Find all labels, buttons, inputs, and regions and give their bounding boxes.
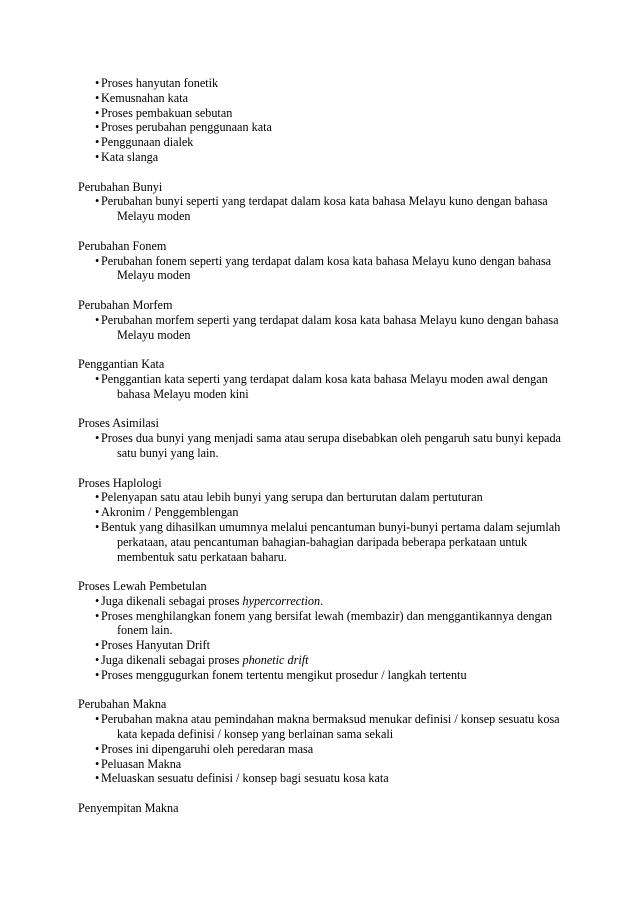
bullet-list xyxy=(78,254,568,284)
section-heading: Perubahan Fonem xyxy=(78,238,167,253)
italic-term: hypercorrection xyxy=(242,593,321,608)
section-heading: Proses Haplologi xyxy=(78,475,162,490)
bullet-list xyxy=(78,490,568,564)
section-heading: Perubahan Bunyi xyxy=(78,179,163,194)
bullet-list xyxy=(78,372,568,402)
bullet-text: Penggantian kata seperti yang terdapat dalam kosa kata bahasa Melayu moden awal dengan bahasa Melayu moden kini xyxy=(101,371,548,401)
bullet-list xyxy=(78,594,568,683)
bullet-item xyxy=(78,194,568,224)
bullet-text: Perubahan makna atau pemindahan makna bermaksud menukar definisi / konsep sesuatu kosa kata kepada definisi / konsep yang berlainan sama sekali xyxy=(101,712,560,742)
bullet-text: Proses pembakuan sebutan xyxy=(101,105,233,120)
bullet-text: Proses perubahan penggunaan kata xyxy=(101,120,272,135)
section-heading: Penyempitan Makna xyxy=(78,801,179,816)
bullet-item xyxy=(78,520,568,564)
section-heading: Perubahan Morfem xyxy=(78,297,173,312)
bullet-item xyxy=(78,771,568,786)
bullet-text: Meluaskan sesuatu definisi / konsep bagi sesuatu kosa kata xyxy=(101,771,389,786)
bullet-text: Proses menggugurkan fonem tertentu mengikut prosedur / langkah tertentu xyxy=(101,667,467,682)
bullet-item xyxy=(78,76,568,91)
bullet-text: Perubahan bunyi seperti yang terdapat dalam kosa kata bahasa Melayu kuno dengan bahasa Melayu moden xyxy=(101,194,548,224)
section-heading: Proses Lewah Pembetulan xyxy=(78,579,207,594)
bullet-text: Pelenyapan satu atau lebih bunyi yang serupa dan berturutan dalam pertuturan xyxy=(101,490,483,505)
bullet-item xyxy=(78,505,568,520)
bullet-list xyxy=(78,712,568,786)
bullet-text: Bentuk yang dihasilkan umumnya melalui pencantuman bunyi-bunyi pertama dalam sejumlah perkataan, atau pencantuman bahagian-bahagian daripada beberapa perkataan untuk membentuk satu perkataan baharu. xyxy=(101,519,561,564)
section-heading: Perubahan Makna xyxy=(78,697,167,712)
bullet-text: Proses Hanyutan Drift xyxy=(101,638,210,653)
bullet-text-suffix: . xyxy=(320,593,324,608)
bullet-list xyxy=(78,431,568,461)
section xyxy=(78,476,568,565)
bullet-item xyxy=(78,91,568,106)
bullet-text: Perubahan morfem seperti yang terdapat dalam kosa kata bahasa Melayu kuno dengan bahasa Melayu moden xyxy=(101,312,559,342)
bullet-list xyxy=(78,194,568,224)
bullet-text: Perubahan fonem seperti yang terdapat dalam kosa kata bahasa Melayu kuno dengan bahasa Melayu moden xyxy=(101,253,552,283)
bullet-item xyxy=(78,150,568,165)
bullet-item xyxy=(78,313,568,343)
bullet-text: Proses menghilangkan fonem yang bersifat lewah (membazir) dan menggantikannya dengan fonem lain. xyxy=(101,608,553,638)
bullet-text: Juga dikenali sebagai proses xyxy=(101,653,243,668)
section xyxy=(78,416,568,460)
bullet-item xyxy=(78,609,568,639)
section-heading: Proses Asimilasi xyxy=(78,416,159,431)
bullet-text: Proses hanyutan fonetik xyxy=(101,76,219,90)
bullet-text: Proses dua bunyi yang menjadi sama atau serupa disebabkan oleh pengaruh satu bunyi kepada satu bunyi yang lain. xyxy=(101,431,561,460)
bullet-list xyxy=(78,313,568,343)
bullet-text: Juga dikenali sebagai proses xyxy=(101,593,243,608)
bullet-item xyxy=(78,594,568,609)
bullet-text: Kemusnahan kata xyxy=(101,90,188,105)
bullet-item xyxy=(78,135,568,150)
bullet-item xyxy=(78,742,568,757)
bullet-item xyxy=(78,653,568,668)
section xyxy=(78,239,568,283)
bullet-text: Akronim / Penggemblengan xyxy=(101,505,239,520)
bullet-text: Proses ini dipengaruhi oleh peredaran masa xyxy=(101,741,314,756)
section xyxy=(78,180,568,224)
bullet-item xyxy=(78,431,568,461)
bullet-item xyxy=(78,757,568,772)
bullet-text: Penggunaan dialek xyxy=(101,135,194,150)
bullet-item xyxy=(78,254,568,284)
section xyxy=(78,697,568,786)
bullet-item xyxy=(78,490,568,505)
bullet-item xyxy=(78,638,568,653)
bullet-item xyxy=(78,106,568,121)
section-heading: Penggantian Kata xyxy=(78,357,165,372)
bullet-item xyxy=(78,372,568,402)
document-body xyxy=(78,76,568,816)
bullet-list xyxy=(78,76,568,165)
section xyxy=(78,76,568,165)
bullet-text: Peluasan Makna xyxy=(101,756,182,771)
bullet-item xyxy=(78,712,568,742)
section xyxy=(78,579,568,683)
section xyxy=(78,801,568,816)
bullet-text: Kata slanga xyxy=(101,149,159,164)
italic-term: phonetic drift xyxy=(242,653,309,668)
bullet-item xyxy=(78,668,568,683)
section xyxy=(78,298,568,342)
section xyxy=(78,357,568,401)
bullet-item xyxy=(78,120,568,135)
